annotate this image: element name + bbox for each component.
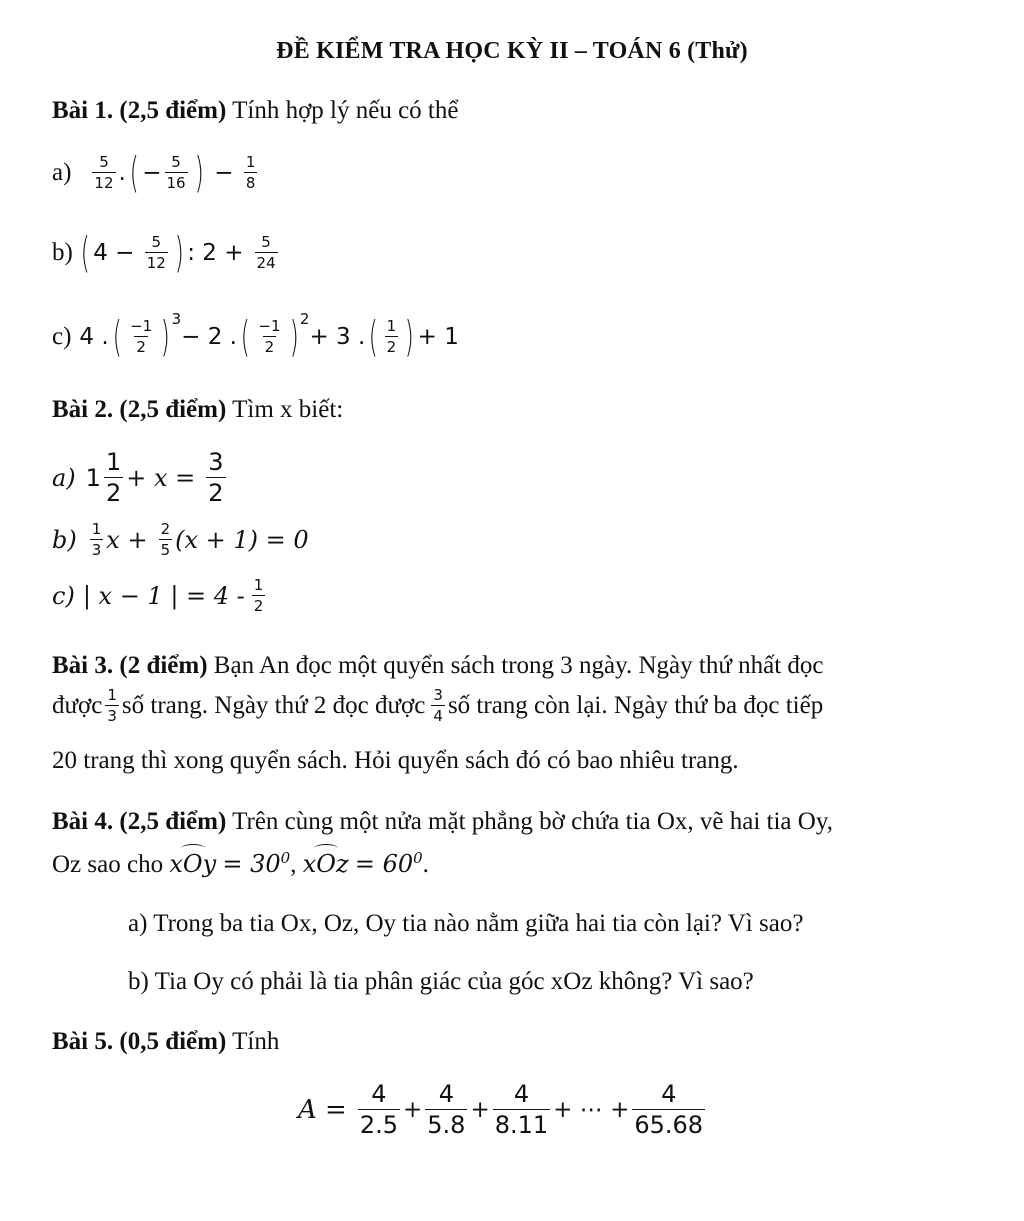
fraction: $\frac{4}{65.68}$ [634,1080,704,1139]
angle-xoz: x Oz [303,850,349,878]
bai4-label: Bài 4. (2,5 điểm) [52,808,227,835]
fraction: $\frac{5}{16}$ [166,153,186,192]
bai1-b-label: b) [52,239,73,266]
bai2-c: c) | x − 1 | = 4 - $\frac{1}{2}$ [52,576,264,615]
bai5-heading: Bài 5. (0,5 điểm) Tính [52,1028,280,1055]
bai4-line2: Oz sao cho x $Oy = 30^0$, x $Oz = 60^0$. [52,850,429,879]
fraction: $\frac{1}{8}$ [245,153,256,192]
bai1-c-label: c) [52,323,72,350]
bai3-line2: được $\frac{1}{3}$ số trang. Ngày thứ 2 đọc được $\frac{3}{4}$ số trang còn lại. Ngày thứ ba đọc tiếp [52,686,824,725]
bai5-formula: A = $\frac{4}{2.5}$ + $\frac{4}{5.8}$ + $\frac{4}{8.11}$ + ⋯ + $\frac{4}{65.68}$ [298,1080,704,1139]
bai1-a-label: a) [52,159,72,186]
fraction: $\frac{5}{24}$ [256,233,276,272]
fraction: $\frac{1}{2}$ [105,448,122,507]
bai1-c: c) 4 . ( $\frac{-1}{2}$ ) 3 − 2 . ( $\frac{-1}{2}$ ) 2 + 3 . ( $\frac{1}{2}$ ) + 1 [52,310,459,361]
bai5-label: Bài 5. (0,5 điểm) [52,1028,227,1055]
bai1-label: Bài 1. (2,5 điểm) [52,97,227,124]
bai4-question-a: a) Trong ba tia Ox, Oz, Oy tia nào nằm giữa hai tia còn lại? Vì sao? [128,910,804,937]
bai2-a: a) 1 $\frac{1}{2}$ + x = $\frac{3}{2}$ [52,448,224,507]
fraction: $\frac{1}{2}$ [386,317,397,356]
bai2-b: b) $\frac{1}{3}$ x + $\frac{2}{5}$ (x + 1) = 0 [52,520,309,559]
bai2-text: Tìm x biết: [232,396,344,423]
bai3-label: Bài 3. (2 điểm) [52,652,208,679]
fraction: $\frac{5}{12}$ [146,233,166,272]
bai2-label: Bài 2. (2,5 điểm) [52,396,227,423]
bai1-heading [52,97,458,125]
bai3-line3: 20 trang thì xong quyển sách. Hỏi quyển sách đó có bao nhiêu trang. [52,747,739,774]
bai4-line1: Bài 4. (2,5 điểm) Trên cùng một nửa mặt phẳng bờ chứa tia Ox, vẽ hai tia Oy, [52,808,833,835]
bai3-line1: Bài 3. (2 điểm) Bạn An đọc một quyển sách trong 3 ngày. Ngày thứ nhất đọc [52,652,824,679]
bai1-b: b) ( 4 − $\frac{5}{12}$ ) : 2 + $\frac{5}{24}$ [52,228,276,277]
bai1-a: a) $\frac{5}{12}$ . ( − $\frac{5}{16}$ ) − $\frac{1}{8}$ [52,148,256,197]
fraction: $\frac{4}{8.11}$ [494,1080,549,1139]
fraction: $\frac{4}{5.8}$ [427,1080,466,1139]
bai4-question-b: b) Tia Oy có phải là tia phân giác của góc xOz không? Vì sao? [128,968,754,995]
fraction: $\frac{5}{12}$ [94,153,114,192]
bai2-c-label: c) [52,582,75,610]
fraction: $\frac{-1}{2}$ [258,317,281,356]
fraction: $\frac{3}{4}$ [433,686,443,725]
bai2-heading [52,396,343,424]
bai1-text: Tính hợp lý nếu có thể [232,97,459,124]
fraction: $\frac{1}{3}$ [91,520,102,559]
fraction: $\frac{-1}{2}$ [130,317,153,356]
fraction: $\frac{1}{2}$ [253,576,264,615]
fraction: $\frac{2}{5}$ [160,520,171,559]
page-title: ĐỀ KIỂM TRA HỌC KỲ II – TOÁN 6 (Thử) [276,38,748,64]
fraction: $\frac{3}{2}$ [208,448,224,507]
fraction: $\frac{4}{2.5}$ [359,1080,398,1139]
fraction: $\frac{1}{3}$ [107,686,117,725]
bai2-a-label: a) [52,463,76,492]
bai2-b-label: b) [52,526,77,554]
angle-xoy: x Oy [169,850,216,878]
